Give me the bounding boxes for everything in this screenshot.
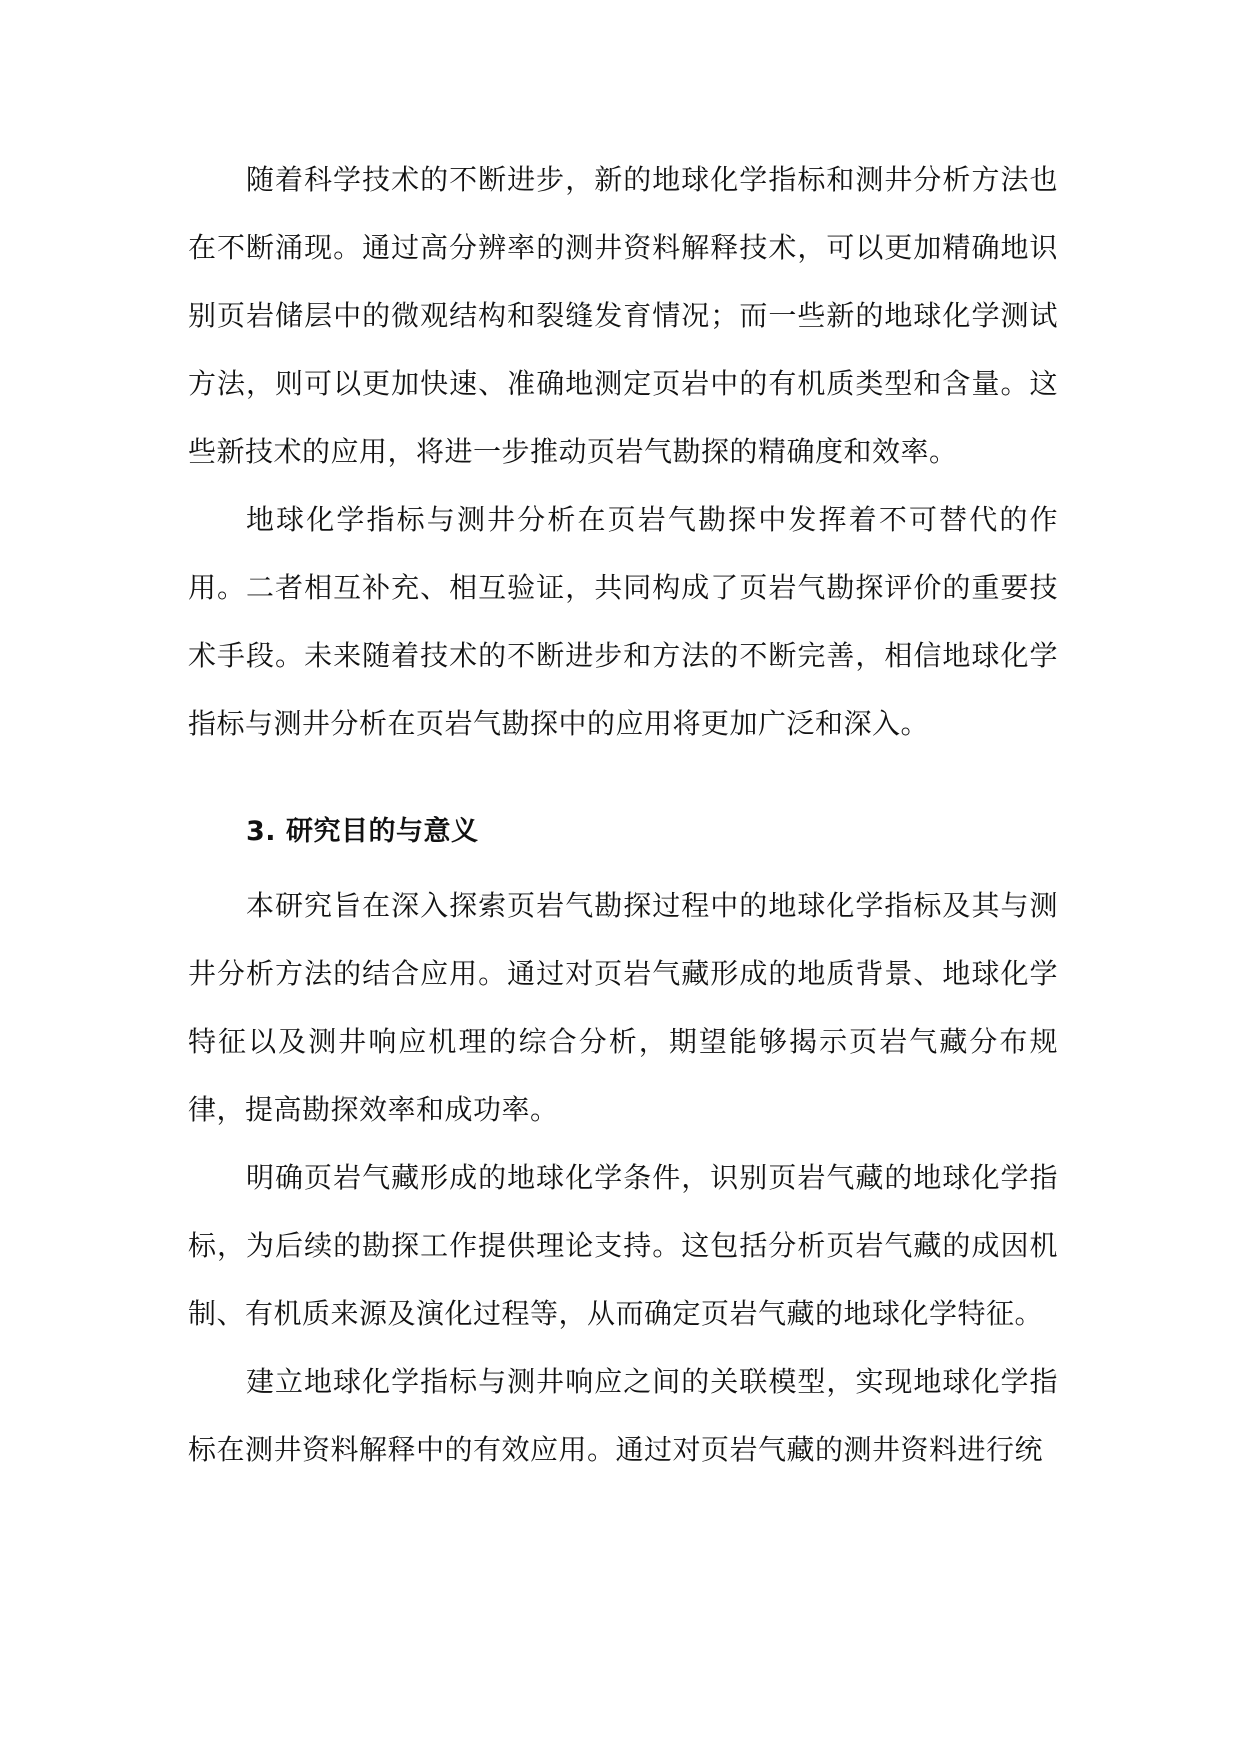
paragraph-new-techniques: 随着科学技术的不断进步，新的地球化学指标和测井分析方法也在不断涌现。通过高分辨率的测井资料解释技术，可以更加精确地识别页岩储层中的微观结构和裂缝发育情况；而一些新的地球化学测试方法，则可以更加快速、准确地测定页岩中的有机质类型和含量。这些新技术的应用，将进一步推动页岩气勘探的精确度和效率。 — [188, 163, 1058, 468]
section-heading-research-purpose: 3. 研究目的与意义 — [246, 816, 479, 847]
paragraph-geochemical-conditions: 明确页岩气藏形成的地球化学条件，识别页岩气藏的地球化学指标，为后续的勘探工作提供理论支持。这包括分析页岩气藏的成因机制、有机质来源及演化过程等，从而确定页岩气藏的地球化学特征。 — [188, 1161, 1058, 1330]
paragraph-complementary-role: 地球化学指标与测井分析在页岩气勘探中发挥着不可替代的作用。二者相互补充、相互验证，共同构成了页岩气勘探评价的重要技术手段。未来随着技术的不断进步和方法的不断完善，相信地球化学指标与测井分析在页岩气勘探中的应用将更加广泛和深入。 — [188, 503, 1058, 740]
paragraph-correlation-model: 建立地球化学指标与测井响应之间的关联模型，实现地球化学指标在测井资料解释中的有效应用。通过对页岩气藏的测井资料进行统 — [188, 1365, 1058, 1466]
document-body — [188, 146, 1058, 1484]
paragraph-research-aim: 本研究旨在深入探索页岩气勘探过程中的地球化学指标及其与测井分析方法的结合应用。通过对页岩气藏形成的地质背景、地球化学特征以及测井响应机理的综合分析，期望能够揭示页岩气藏分布规律，提高勘探效率和成功率。 — [188, 889, 1058, 1126]
